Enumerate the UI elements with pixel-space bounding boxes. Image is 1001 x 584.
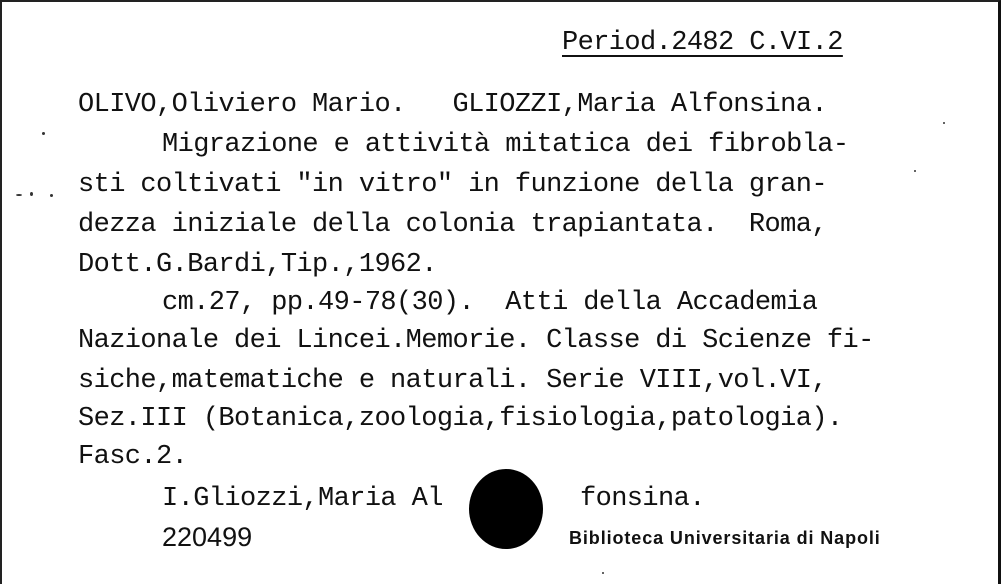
speck <box>16 194 22 196</box>
speck <box>943 122 945 124</box>
series-line-3: Sez.III (Botanica,zoologia,fisiologia,patologia). <box>78 404 843 434</box>
added-entry-end: fonsina. <box>580 484 705 514</box>
speck <box>50 194 53 197</box>
added-entry-start: I.Gliozzi,Maria Al <box>162 484 443 514</box>
shelfmark: Period.2482 C.VI.2 <box>562 28 843 58</box>
speck <box>30 192 33 196</box>
speck <box>42 132 45 135</box>
fascicle-line: Fasc.2. <box>78 442 188 472</box>
collation-line: cm.27, pp.49-78(30). Atti della Accademia <box>162 288 818 318</box>
title-line-1: Migrazione e attività mitatica dei fibrobla- <box>162 130 849 160</box>
title-line-2: sti coltivati "in vitro" in funzione della gran- <box>78 170 827 200</box>
series-line-1: Nazionale dei Lincei.Memorie. Classe di Scienze fi- <box>78 326 874 356</box>
series-line-2: siche,matematiche e naturali. Serie VIII,vol.VI, <box>78 366 827 396</box>
imprint-line: Dott.G.Bardi,Tip.,1962. <box>78 250 437 280</box>
inventory-number: 220499 <box>162 522 253 552</box>
punch-hole <box>469 469 543 549</box>
speck <box>914 170 916 172</box>
library-stamp: Biblioteca Universitaria di Napoli <box>569 528 881 548</box>
speck <box>602 572 604 574</box>
title-line-3: dezza iniziale della colonia trapiantata. Roma, <box>78 210 827 240</box>
author-line: OLIVO,Oliviero Mario. GLIOZZI,Maria Alfonsina. <box>78 90 827 120</box>
